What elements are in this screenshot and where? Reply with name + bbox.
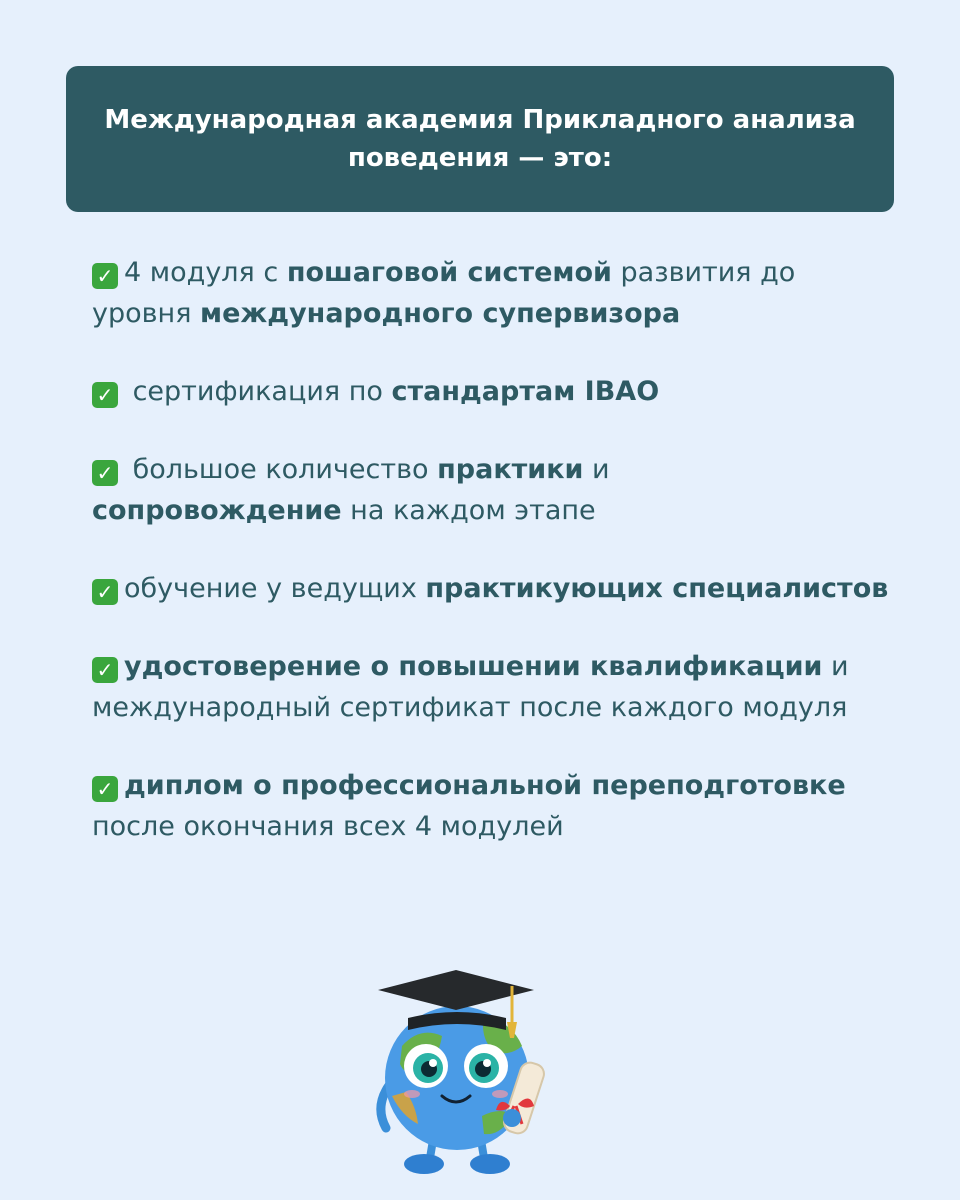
feature-text: 4 модуля с [124, 257, 287, 288]
feature-list [92, 252, 902, 884]
feature-text: на каждом этапе [341, 495, 596, 526]
check-mark-icon: ✓ [92, 382, 118, 408]
feature-bold-text: стандартам IBAO [391, 376, 660, 407]
feature-text: обучение у ведущих [124, 573, 426, 604]
feature-item-practice [92, 449, 902, 531]
feature-bold-text: практики [437, 454, 584, 485]
feature-text: развития до уровня [92, 257, 796, 329]
feature-bold-text: пошаговой системой [286, 257, 612, 288]
feature-text: и [583, 454, 610, 485]
header-title: Международная академия Прикладного анализа поведения — это: [104, 105, 856, 173]
feature-bold-text: международного супервизора [200, 298, 681, 329]
feature-item-modules [92, 252, 902, 334]
feature-item-qualification [92, 646, 902, 728]
feature-text: после окончания всех 4 модулей [92, 811, 564, 842]
feature-bold-text: сопровождение [92, 495, 342, 526]
header-banner [66, 66, 894, 212]
globe-graduate-mascot [372, 966, 558, 1178]
feature-item-certification [92, 371, 902, 412]
feature-text: большое количество [124, 454, 438, 485]
feature-bold-text: практикующих специалистов [425, 573, 889, 604]
feature-bold-text: удостоверение о повышении квалификации [124, 651, 823, 682]
feature-text: и международный сертификат после каждого модуля [92, 651, 849, 723]
check-mark-icon: ✓ [92, 579, 118, 605]
check-mark-icon: ✓ [92, 657, 118, 683]
feature-bold-text: диплом о профессиональной переподготовке [124, 770, 846, 801]
check-mark-icon: ✓ [92, 460, 118, 486]
feature-item-diploma [92, 765, 902, 847]
check-mark-icon: ✓ [92, 263, 118, 289]
feature-item-teachers [92, 568, 902, 609]
feature-text: сертификация по [124, 376, 392, 407]
check-mark-icon: ✓ [92, 776, 118, 802]
